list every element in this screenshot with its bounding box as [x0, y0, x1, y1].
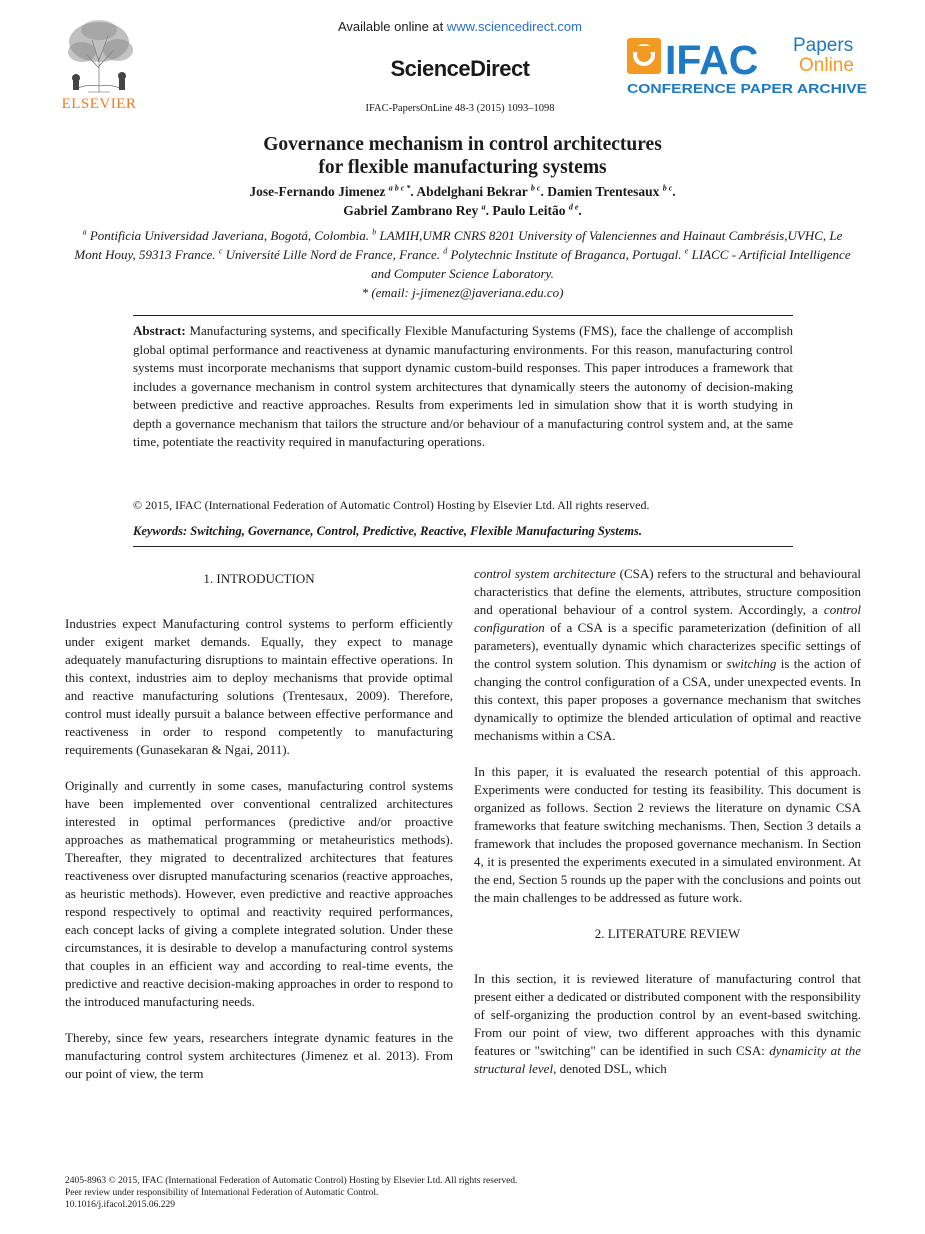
section-heading-introduction: 1. INTRODUCTION: [203, 571, 315, 586]
author-name: Abdelghani Bekrar: [416, 184, 528, 199]
term-csa: control system architecture: [474, 566, 616, 581]
author-affiliation-marks: a b c *: [388, 183, 411, 193]
affiliation-text: $^a$ Pontificia Universidad Javeriana, Bogotá, Colombia. $^b$ LAMIH,UMR CNRS 8201 University of Valenciennes and Hainaut Cambrésis,UVHC, Le Mont Houy, 59313 France. $^c$ Université Lille Nord de France, France. $^d$ Polytechnic Institute of Braganca, Portugal. $^e$ LIACC - Artificial Intelligence and Computer Science Laboratory.: [74, 227, 851, 281]
affiliations: [70, 226, 855, 302]
paragraph-text: In this section, it is reviewed literature of manufacturing control that present either a dedicated or distributed component with the responsibility of self-organizing the production control by an event-based switching. From our point of view, two different approaches with this dynamic features or "switching" can be identified in such CSA:: [474, 971, 861, 1058]
journal-citation: IFAC-PapersOnLine 48-3 (2015) 1093–1098: [365, 103, 555, 114]
paragraph-text: (CSA) refers to the structural and behavioural characteristics that define the elements, attributes, structure composition and operational behaviour of a control system. Accordingly, a: [474, 566, 861, 617]
author-name: Paulo Leitão: [492, 203, 566, 218]
author-affiliation-marks: b c: [530, 183, 541, 193]
intro-paragraph-1: Industries expect Manufacturing control systems to perform efficiently under exigent market demands. Equally, they expect to manage adequately manufacturing disruptions to maintain effective operations. In this context, industries aim to deploy mechanisms that provide optimal and reactive manufacturing solutions (Trentesaux, 2009). Therefore, control must ideally pursuit a balance between effective performance and reactiveness in order to respond competently to manufacturing requirements (Gunasekaran & Ngai, 2011).: [65, 616, 453, 757]
abstract-top-rule: [133, 315, 793, 316]
footer-doi: 10.1016/j.ifacol.2015.06.229: [65, 1200, 176, 1210]
affiliation-e: LIACC - Artificial Intelligence and Computer Science Laboratory.: [371, 247, 851, 281]
term-switching: switching: [726, 656, 777, 671]
author-list: [100, 182, 825, 220]
author-name: Gabriel Zambrano Rey: [343, 203, 479, 218]
footer-issn-line: 2405-8963 © 2015, IFAC (International Federation of Automatic Control) Hosting by Elsevier Ltd. All rights reserved.: [65, 1176, 518, 1186]
author-name: Damien Trentesaux: [547, 184, 660, 199]
abstract-text: Manufacturing systems, and specifically Flexible Manufacturing Systems (FMS), face the challenge of accomplish global optimal performance and reactiveness at dynamic manufacturing environments. For this reason, manufacturing control systems must incorporate mechanisms that support dynamic custom-build responses. This paper introduces a framework that includes a governance mechanism in control system architectures that dynamically steers the autonomy of decision-making between predictive and reactive approaches. Results from experiments led in simulation show that it is worth studying in depth a governance mechanism that tailors the structure and/or behaviour of a manufacturing control system and, at the same time, potentiate the reactivity required in manufacturing operations.: [133, 323, 794, 449]
author-separator: .: [672, 184, 676, 199]
contact-email: * (email: j-jimenez@javeriana.edu.co): [361, 285, 564, 300]
author-separator: .: [578, 203, 582, 218]
csa-definition-paragraph: [474, 565, 861, 745]
ifac-logo-main: IFAC: [665, 37, 759, 83]
paragraph-text: of a CSA is a specific parameterization (definition of all parameters), eventually dynamic which characterizes specific settings of the control system solution. This dynamism or: [474, 620, 861, 671]
author-line-1: [100, 182, 825, 201]
author-affiliation-marks: b c: [662, 183, 673, 193]
available-online-line: [200, 19, 720, 34]
elsevier-wordmark: ELSEVIER: [61, 96, 137, 112]
author-affiliation-marks: d e: [568, 202, 579, 212]
ifac-logo-online: Online: [799, 55, 854, 76]
elsevier-logo: [58, 18, 140, 116]
abstract-bottom-rule: [133, 546, 793, 547]
available-prefix: Available online at: [337, 19, 447, 34]
title-line-1: Governance mechanism in control architectures: [263, 134, 662, 155]
abstract-label: Abstract:: [133, 323, 186, 338]
footer-peer-review: Peer review under responsibility of International Federation of Automatic Control.: [65, 1188, 379, 1198]
paper-title: [100, 133, 825, 179]
author-line-2: [100, 201, 825, 220]
intro-paragraph-3: Thereby, since few years, researchers integrate dynamic features in the manufacturing control system architectures (Jimenez et al. 2013). From our point of view, the term: [65, 1030, 453, 1081]
page-footer: [65, 1175, 860, 1211]
paper-outline-paragraph: In this paper, it is evaluated the research potential of this approach. Experiments were conducted for testing its feasibility. This document is organized as follows. Section 2 reviews the literature on dynamic CSA frameworks that feature switching mechanisms. Then, Section 3 details a framework that includes the proposed governance mechanism. In Section 4, it is presented the experiments executed in a simulated environment. At the end, Section 5 rounds up the paper with the conclusions and points out the main challenges to be addressed as future work.: [474, 764, 861, 905]
left-column: [65, 570, 453, 1083]
ifac-logo-tagline: CONFERENCE PAPER ARCHIVE: [627, 81, 868, 96]
right-column: [474, 565, 861, 1078]
author-separator: .: [410, 184, 417, 199]
term-control-configuration: control configuration: [474, 602, 861, 635]
affiliation-a: Pontificia Universidad Javeriana, Bogotá, Colombia.: [89, 228, 369, 243]
ifac-emblem-icon: [627, 38, 661, 74]
abstract: [133, 322, 793, 452]
copyright-notice: © 2015, IFAC (International Federation of Automatic Control) Hosting by Elsevier Ltd. All rights reserved.: [133, 498, 650, 512]
ifac-logo-papers: Papers: [793, 35, 854, 56]
ifac-papersonline-logo: [625, 34, 870, 98]
intro-paragraph-2: Originally and currently in some cases, manufacturing control systems have been implemented over conventional centralized architectures interested in optimal performances (predictive and/or proactive approaches as mathematical programming or metaheuristics methods). Thereafter, they migrated to decentralized architectures that features reactiveness over disrupted manufacturing scenarios (reactive approaches, as heuristic methods). However, even predictive and reactive approaches respond respectively to optimal and reactivity required performances, each concept lacks of giving a complete integrated solution. Under these circumstances, it is desirable to develop a manufacturing control systems that couples in an efficient way and according to real-time events, the predictive and reactive decision-making approaches in order to respond to the introduced manufacturing needs.: [65, 778, 453, 1009]
sciencedirect-wordmark: ScienceDirect: [390, 56, 530, 81]
author-separator: .: [540, 184, 548, 199]
sciencedirect-link[interactable]: www.sciencedirect.com: [446, 19, 582, 34]
title-line-2: for flexible manufacturing systems: [318, 157, 607, 178]
author-name: Jose-Fernando Jimenez: [249, 184, 386, 199]
affiliation-d: Polytechnic Institute of Braganca, Portugal.: [450, 247, 682, 262]
paragraph-text: , denoted DSL, which: [553, 1061, 667, 1076]
author-affiliation-marks: a: [481, 202, 486, 212]
paragraph-text: is the action of changing the control configuration of a CSA, under unexpected events. In this context, this paper proposes a governance mechanism that switches dynamically to optimize the blended articulation of optimal and reactive mechanisms within a CSA.: [474, 656, 861, 743]
elsevier-tree-icon: [58, 18, 140, 94]
section-heading-literature-review: 2. LITERATURE REVIEW: [594, 926, 741, 941]
term-dsl: dynamicity at the structural level: [474, 1043, 861, 1076]
affiliation-c: Université Lille Nord de France, France.: [225, 247, 440, 262]
affiliation-b: LAMIH,UMR CNRS 8201 University of Valenciennes and Hainaut Cambrésis,UVHC, Le Mont Houy, 59313 France.: [74, 228, 843, 262]
keywords: Keywords: Switching, Governance, Control, Predictive, Reactive, Flexible Manufacturing Systems.: [133, 524, 643, 538]
literature-paragraph: [474, 970, 861, 1078]
author-separator: .: [485, 203, 493, 218]
